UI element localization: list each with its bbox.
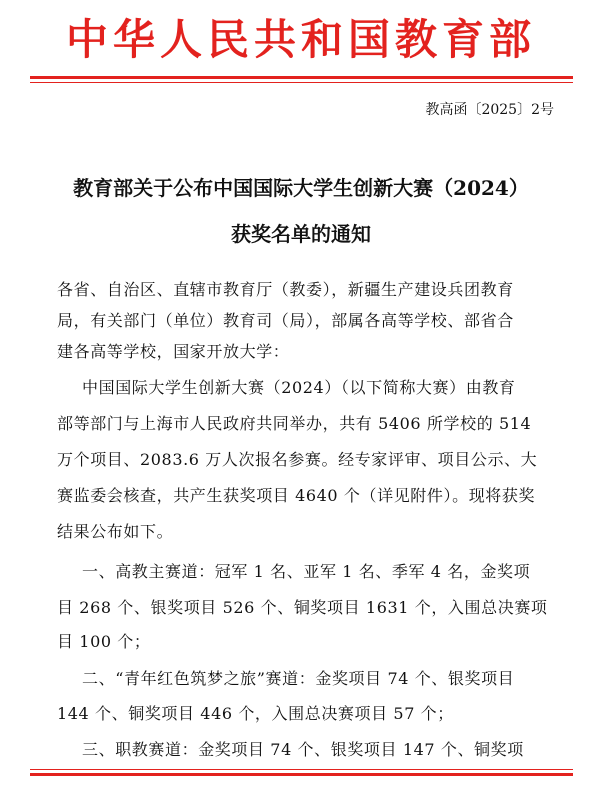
footer-rule-thick	[30, 773, 573, 776]
header-rule-thin	[30, 82, 573, 83]
item-1-line-2: 目 268 个、银奖项目 526 个、铜奖项目 1631 个，入围总决赛项	[57, 598, 548, 617]
addressee-line-3: 建各高等学校，国家开放大学：	[57, 342, 290, 361]
item-1-line-3: 目 100 个；	[57, 632, 151, 651]
item-3-line-1: 三、职教赛道：金奖项目 74 个、银奖项目 147 个、铜奖项	[82, 740, 524, 759]
paragraph-1-line-5: 结果公布如下。	[57, 522, 174, 541]
item-1-line-1: 一、高教主赛道：冠军 1 名、亚军 1 名、季军 4 名，金奖项	[82, 562, 531, 581]
notice-title-line-1: 教育部关于公布中国国际大学生创新大赛（2024）	[73, 176, 529, 200]
item-2-line-2: 144 个、铜奖项目 446 个，入围总决赛项目 57 个；	[57, 704, 454, 723]
footer-rule-thin	[30, 769, 573, 770]
paragraph-1-line-3: 万个项目、2083.6 万人次报名参赛。经专家评审、项目公示、大	[57, 450, 538, 469]
addressee-line-1: 各省、自治区、直辖市教育厅（教委），新疆生产建设兵团教育	[57, 280, 514, 299]
paragraph-1-line-4: 赛监委会核查，共产生获奖项目 4640 个（详见附件）。现将获奖	[57, 486, 536, 505]
notice-title-line-2: 获奖名单的通知	[231, 222, 371, 246]
document-number: 教高函〔2025〕2号	[425, 102, 554, 118]
paragraph-1-line-1: 中国国际大学生创新大赛（2024）（以下简称大赛）由教育	[82, 378, 516, 397]
header-rule-thick	[30, 76, 573, 79]
addressee-line-2: 局，有关部门（单位）教育司（局），部属各高等学校、部省合	[57, 311, 514, 330]
item-2-line-1: 二、“青年红色筑梦之旅”赛道：金奖项目 74 个、银奖项目	[82, 669, 515, 688]
organization-title: 中华人民共和国教育部	[65, 15, 536, 64]
paragraph-1-line-2: 部等部门与上海市人民政府共同举办，共有 5406 所学校的 514	[57, 414, 532, 433]
